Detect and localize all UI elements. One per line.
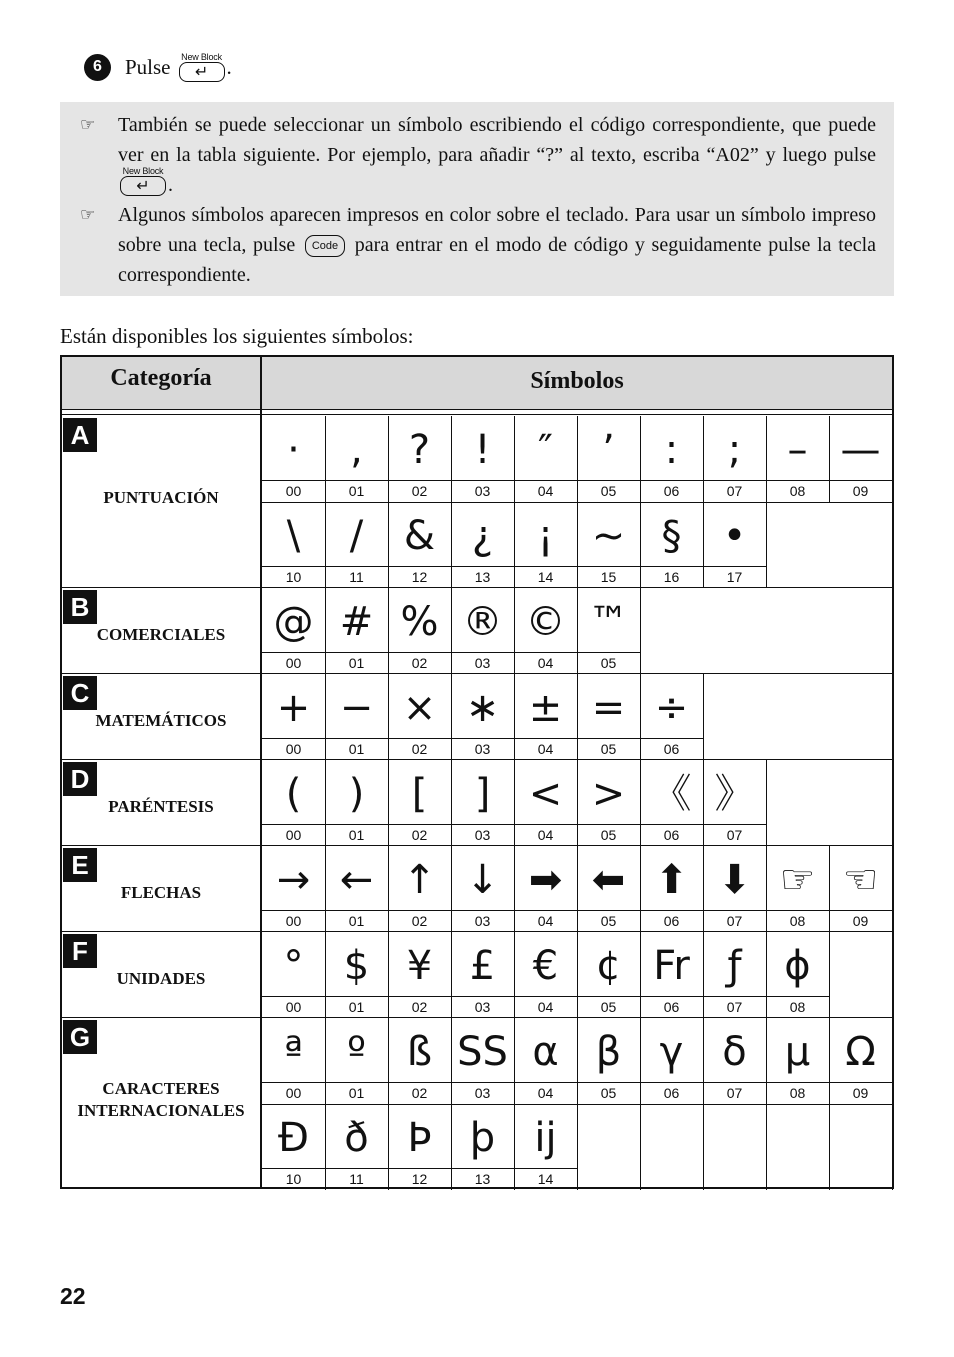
symbol-code: 04	[537, 827, 554, 843]
page-number: 22	[60, 1283, 86, 1309]
new-block-key	[179, 52, 225, 82]
symbol-code: 03	[474, 999, 491, 1015]
symbol-glyph: 《	[651, 771, 692, 817]
symbol-code: 12	[411, 1171, 428, 1187]
symbol-code: 08	[789, 999, 806, 1015]
symbol-code: 01	[348, 913, 365, 929]
symbol-glyph: þ	[469, 1115, 496, 1161]
step-text: Pulse	[125, 54, 171, 79]
grid-line-v	[829, 932, 830, 1018]
note-1-end: .	[168, 174, 173, 196]
symbol-glyph: ←	[339, 857, 374, 903]
category-letter-badge: F	[63, 934, 97, 968]
symbol-glyph: ™	[588, 599, 629, 645]
symbol-code: 05	[600, 741, 617, 757]
symbol-code: 01	[348, 655, 365, 671]
symbol-glyph: ↓	[465, 857, 500, 903]
symbol-glyph: γ	[659, 1029, 684, 1075]
symbol-code: 06	[663, 999, 680, 1015]
symbol-code: 07	[726, 913, 743, 929]
symbol-glyph: (	[285, 771, 302, 817]
symbol-glyph: ª	[284, 1029, 303, 1075]
symbol-glyph: °	[283, 943, 304, 989]
symbol-glyph: ∗	[465, 685, 500, 731]
symbol-glyph: ↑	[402, 857, 437, 903]
symbol-code: 01	[348, 1085, 365, 1101]
symbol-code: 09	[852, 913, 869, 929]
symbol-glyph: •	[722, 513, 747, 559]
symbol-code: 09	[852, 483, 869, 499]
symbol-code: 15	[600, 569, 617, 585]
symbol-glyph: >	[591, 771, 626, 817]
symbol-glyph: ®	[462, 599, 503, 645]
grid-line-h	[60, 673, 894, 674]
symbol-glyph: ,	[350, 427, 363, 473]
symbol-code: 02	[411, 1085, 428, 1101]
symbol-glyph: ⬅	[591, 857, 626, 903]
symbol-code: 13	[474, 569, 491, 585]
new-block-key	[120, 166, 166, 196]
grid-line-v	[640, 588, 641, 674]
grid-line-h	[60, 414, 894, 415]
symbol-code: 03	[474, 741, 491, 757]
category-letter-badge: G	[63, 1020, 97, 1054]
symbol-code: 02	[411, 827, 428, 843]
symbol-code: 10	[285, 569, 302, 585]
symbol-glyph: &	[403, 513, 436, 559]
symbol-glyph: ¡	[537, 513, 554, 559]
symbol-glyph: ☜	[842, 857, 879, 903]
symbol-code: 07	[726, 827, 743, 843]
grid-line-v	[829, 1104, 830, 1190]
step-end: .	[226, 54, 232, 79]
symbol-glyph: :	[664, 427, 679, 473]
grid-line-h	[60, 931, 894, 932]
symbol-code: 04	[537, 483, 554, 499]
step-6	[84, 50, 232, 84]
symbol-glyph: Þ	[407, 1115, 432, 1161]
symbol-code: 02	[411, 655, 428, 671]
note-2	[80, 200, 876, 290]
symbol-code: 02	[411, 913, 428, 929]
grid-line-h	[60, 1187, 894, 1189]
pointing-hand-icon: ☞	[80, 205, 96, 225]
symbol-glyph: +	[276, 685, 311, 731]
symbol-code: 05	[600, 1085, 617, 1101]
grid-line-v	[892, 1104, 893, 1190]
symbol-glyph: €	[532, 943, 559, 989]
symbol-code: 14	[537, 1171, 554, 1187]
symbol-code: 04	[537, 913, 554, 929]
symbol-glyph: ð	[344, 1115, 369, 1161]
symbol-code: 06	[663, 827, 680, 843]
symbol-code: 01	[348, 999, 365, 1015]
symbol-code: 10	[285, 1171, 302, 1187]
symbol-glyph: ⬇	[717, 857, 752, 903]
symbol-glyph: ⬆	[654, 857, 689, 903]
symbols-table	[60, 355, 894, 1189]
symbol-code: 17	[726, 569, 743, 585]
grid-line-h	[60, 355, 894, 357]
category-name: PUNTUACIÓN	[103, 488, 219, 507]
notes-box	[60, 102, 894, 296]
grid-line-v	[577, 1104, 578, 1190]
symbol-code: 00	[285, 827, 302, 843]
symbol-code: 05	[600, 827, 617, 843]
grid-line-v	[60, 355, 62, 1189]
symbol-code: 07	[726, 1085, 743, 1101]
symbol-glyph: ±	[528, 685, 563, 731]
symbol-glyph: ;	[727, 427, 742, 473]
symbol-code: 06	[663, 1085, 680, 1101]
symbol-code: 07	[726, 483, 743, 499]
symbol-code: 04	[537, 1085, 554, 1101]
symbol-code: 00	[285, 1085, 302, 1101]
symbol-glyph: £	[469, 943, 496, 989]
category-name: PARÉNTESIS	[108, 797, 214, 816]
grid-line-v	[892, 846, 893, 932]
symbol-code: 04	[537, 741, 554, 757]
category-letter-badge: A	[63, 418, 97, 452]
symbol-glyph: ϕ	[784, 943, 811, 989]
symbol-code: 12	[411, 569, 428, 585]
symbol-glyph: )	[348, 771, 365, 817]
intro-text: Están disponibles los siguientes símbolos:	[60, 324, 414, 348]
symbol-code: 00	[285, 655, 302, 671]
grid-line-h	[60, 409, 894, 410]
symbol-glyph: −	[339, 685, 374, 731]
enter-icon: ↵	[120, 176, 166, 196]
symbol-code: 01	[348, 827, 365, 843]
symbol-code: 06	[663, 741, 680, 757]
symbol-glyph: δ	[722, 1029, 747, 1075]
symbol-glyph: ß	[406, 1029, 433, 1075]
symbol-glyph: /	[349, 513, 364, 559]
pointing-hand-icon: ☞	[80, 115, 96, 135]
symbol-glyph: Đ	[278, 1115, 309, 1161]
category-name: COMERCIALES	[96, 625, 226, 644]
symbol-glyph: β	[595, 1029, 622, 1075]
symbol-code: 08	[789, 483, 806, 499]
symbol-code: 07	[726, 999, 743, 1015]
symbol-glyph: !	[474, 427, 491, 473]
symbol-code: 05	[600, 483, 617, 499]
symbol-code: 11	[349, 569, 364, 585]
symbol-code: 09	[852, 1085, 869, 1101]
category-name: MATEMÁTICOS	[95, 711, 227, 730]
symbol-code: 00	[285, 741, 302, 757]
symbol-glyph: %	[400, 599, 439, 645]
note-2-text-after: para entrar en el modo de código y seguidamente pulse la tecla correspondiente.	[118, 234, 876, 286]
category-letter-badge: E	[63, 848, 97, 882]
grid-line-h	[60, 759, 894, 760]
grid-line-v	[640, 1104, 641, 1190]
symbol-code: 06	[663, 483, 680, 499]
symbol-glyph: ·	[287, 427, 300, 473]
symbol-glyph: –	[787, 427, 808, 473]
symbol-glyph: <	[528, 771, 563, 817]
symbol-glyph: ¿	[471, 513, 494, 559]
new-block-key-label: New Block	[181, 52, 222, 62]
symbol-code: 03	[474, 913, 491, 929]
grid-line-h	[262, 738, 703, 739]
symbol-code: 02	[411, 483, 428, 499]
symbol-glyph: µ	[784, 1029, 811, 1075]
symbol-glyph: \	[286, 513, 301, 559]
symbol-glyph: ?	[408, 427, 431, 473]
symbol-glyph: ’	[602, 427, 615, 473]
grid-line-h	[60, 845, 894, 846]
symbol-code: 13	[474, 1171, 491, 1187]
symbol-glyph: ¥	[406, 943, 433, 989]
symbol-code: 00	[285, 483, 302, 499]
category-letter-badge: D	[63, 762, 97, 796]
symbol-glyph: 》	[714, 771, 755, 817]
symbol-code: 03	[474, 1085, 491, 1101]
note-2-text-before: Algunos símbolos aparecen impresos en color sobre el teclado. Para usar un símbolo impreso sobre una tecla, pulse	[118, 204, 876, 256]
symbol-code: 05	[600, 655, 617, 671]
symbol-glyph: ÷	[654, 685, 689, 731]
grid-line-h	[262, 996, 829, 997]
grid-line-v	[892, 416, 893, 502]
symbol-glyph: $	[343, 943, 370, 989]
symbol-glyph: ☞	[779, 857, 816, 903]
symbol-code: 05	[600, 999, 617, 1015]
symbol-code: 03	[474, 483, 491, 499]
symbol-code: 14	[537, 569, 554, 585]
note-1	[80, 110, 876, 200]
grid-line-v	[703, 1104, 704, 1190]
symbol-code: 03	[474, 827, 491, 843]
symbol-code: 00	[285, 999, 302, 1015]
symbol-code: 16	[663, 569, 680, 585]
symbol-code: 02	[411, 741, 428, 757]
symbol-glyph: ¢	[595, 943, 622, 989]
symbol-code: 08	[789, 913, 806, 929]
symbol-glyph: #	[339, 599, 374, 645]
category-letter-badge: B	[63, 590, 97, 624]
category-name: UNIDADES	[116, 969, 206, 988]
symbol-glyph: ~	[591, 513, 626, 559]
category-name: FLECHAS	[120, 883, 202, 902]
step-number-badge: 6	[84, 54, 111, 81]
symbol-glyph: @	[273, 599, 314, 645]
symbol-code: 03	[474, 655, 491, 671]
symbol-code: 01	[348, 483, 365, 499]
category-letter-badge: C	[63, 676, 97, 710]
symbol-glyph: Ω	[845, 1029, 876, 1075]
code-key: Code	[305, 235, 345, 257]
symbol-glyph: =	[591, 685, 626, 731]
symbol-glyph: ©	[525, 599, 566, 645]
new-block-key-label: New Block	[122, 166, 164, 177]
symbol-glyph: [	[411, 771, 428, 817]
symbol-code: 01	[348, 741, 365, 757]
enter-icon: ↵	[179, 62, 225, 82]
symbol-code: 05	[600, 913, 617, 929]
grid-line-v	[766, 502, 767, 588]
symbol-glyph: ″	[538, 427, 553, 473]
category-name: CARACTERES INTERNACIONALES	[77, 1079, 245, 1120]
symbol-glyph: ]	[474, 771, 491, 817]
symbol-code: 11	[349, 1171, 364, 1187]
grid-line-h	[60, 587, 894, 588]
grid-line-v	[703, 674, 704, 760]
symbol-code: 04	[537, 999, 554, 1015]
symbol-glyph: º	[347, 1029, 366, 1075]
symbol-glyph: α	[532, 1029, 559, 1075]
grid-line-h	[262, 1168, 577, 1169]
header-category: Categoría	[110, 365, 212, 391]
grid-line-v	[766, 760, 767, 846]
grid-line-v	[892, 1018, 893, 1104]
symbol-code: 02	[411, 999, 428, 1015]
symbol-code: 04	[537, 655, 554, 671]
symbol-code: 00	[285, 913, 302, 929]
grid-line-v	[766, 1104, 767, 1190]
symbol-glyph: ƒ	[727, 943, 742, 989]
grid-line-h	[60, 1017, 894, 1018]
symbol-glyph: —	[840, 427, 881, 473]
symbol-glyph: §	[661, 513, 682, 559]
symbol-glyph: Fr	[653, 943, 690, 989]
symbol-glyph: →	[276, 857, 311, 903]
header-symbols: Símbolos	[530, 368, 624, 394]
symbol-glyph: ➡	[528, 857, 563, 903]
symbol-code: 08	[789, 1085, 806, 1101]
symbol-glyph: ĳ	[534, 1115, 557, 1161]
note-1-text: También se puede seleccionar un símbolo escribiendo el código correspondiente, que puede ver en la tabla siguiente. Por ejemplo, para añadir “?” al texto, escriba “A02” y luego pulse	[118, 114, 876, 166]
symbol-code: 06	[663, 913, 680, 929]
symbol-glyph: ×	[402, 685, 437, 731]
symbol-glyph: SS	[457, 1029, 508, 1075]
